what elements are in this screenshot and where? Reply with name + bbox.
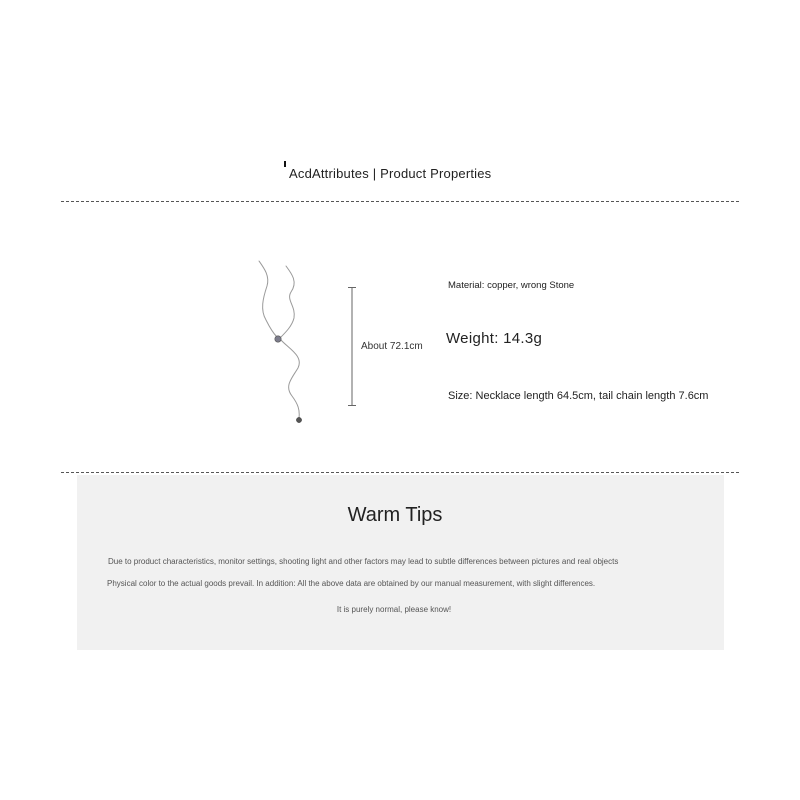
warm-tips-title: Warm Tips (347, 504, 443, 526)
warm-tips-line: Due to product characteristics, monitor settings, shooting light and other factors may lead to subtle differences between pictures and real objects (108, 557, 619, 566)
warm-tips-line: Physical color to the actual goods prevail. In addition: All the above data are obtained by our manual measurement, with slight differences. (107, 579, 596, 588)
divider-bottom (61, 472, 739, 473)
material-property: Material: copper, wrong Stone (448, 280, 575, 291)
weight-property: Weight: 14.3g (446, 330, 543, 347)
stone-pendant (275, 336, 281, 342)
necklace-image (250, 258, 320, 430)
length-label: About 72.1cm (361, 341, 423, 352)
length-measure-line (345, 287, 359, 406)
title-accent-mark (284, 161, 286, 167)
tail-bead (296, 417, 301, 422)
warm-tips-panel (77, 475, 724, 650)
divider-top (61, 201, 739, 202)
warm-tips-line: It is purely normal, please know! (336, 605, 452, 614)
size-property: Size: Necklace length 64.5cm, tail chain length 7.6cm (448, 390, 709, 402)
section-title: AcdAttributes | Product Properties (289, 166, 492, 181)
